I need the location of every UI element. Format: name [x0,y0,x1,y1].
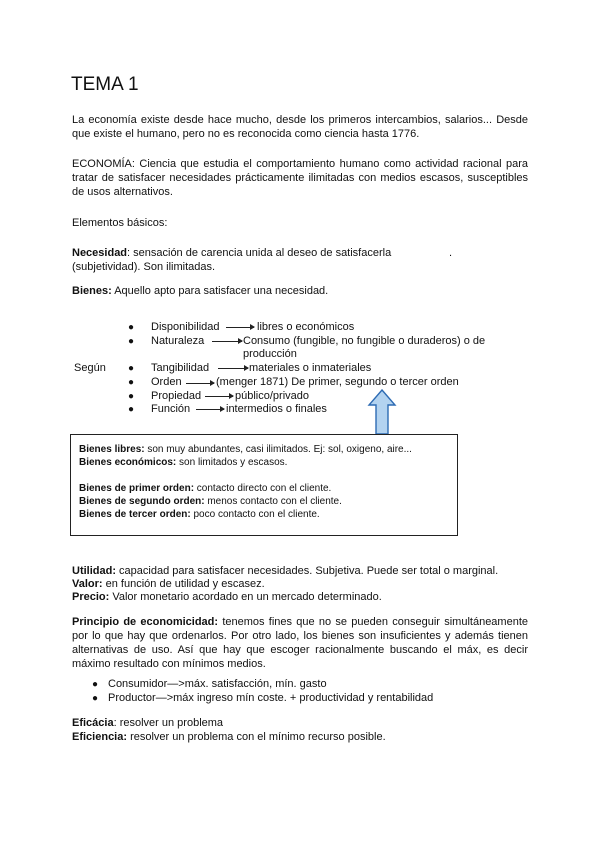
valor-text: en función de utilidad y escasez. [102,578,265,590]
precio-definition [72,590,528,604]
elementos-heading: Elementos básicos: [72,217,168,229]
segun-result-naturaleza: Consumo (fungible, no fungible o duraderos) o de [243,335,486,347]
eficiencia-text: resolver un problema con el mínimo recurso posible. [127,731,386,743]
necesidad-term: Necesidad [72,247,128,259]
segun-item-disponibilidad: Disponibilidad [151,321,220,333]
box-line-segundo-orden [79,495,342,508]
bullet-icon: ● [128,363,135,374]
precio-text: Valor monetario acordado en un mercado determinado. [109,591,382,603]
valor-term: Valor: [72,578,103,590]
bienes-text: Aquello apto para satisfacer una necesidad. [111,285,329,297]
box-text: menos contacto con el cliente. [204,496,342,507]
bienes-definition [72,284,528,298]
eficacia-term: Eficácia [72,717,114,729]
bullet-icon: ● [128,322,135,333]
eficacia-definition [72,716,528,730]
segun-item-naturaleza: Naturaleza [151,335,205,347]
bullet-icon: ● [128,377,135,388]
principio-definition [72,615,528,671]
up-arrow-icon [367,389,397,435]
bullet-icon: ● [128,404,135,415]
box-term: Bienes libres: [79,444,145,455]
box-text: contacto directo con el cliente. [194,483,332,494]
box-text: son muy abundantes, casi ilimitados. Ej: sol, oxigeno, aire... [144,444,412,455]
segun-result-tangibilidad: materiales o inmateriales [249,362,372,374]
segun-result-naturaleza-2: producción [243,348,297,360]
box-term: Bienes de tercer orden: [79,509,191,520]
segun-result-funcion: intermedios o finales [226,403,327,415]
segun-label: Según [74,362,106,374]
bullet-icon: ● [92,679,99,690]
box-line-libres [79,443,412,456]
box-line-economicos [79,456,287,469]
segun-item-orden: Orden [151,376,182,388]
box-term: Bienes de primer orden: [79,483,195,494]
economia-definition: ECONOMÍA: Ciencia que estudia el comportamiento humano como actividad racional para tratar de satisfacer necesidades prácticamente ilimitadas con medios escasos, susceptibles de usos alternativos. [72,158,528,198]
box-term: Bienes de segundo orden: [79,496,205,507]
box-text: son limitados y escasos. [176,457,288,468]
necesidad-text: : sensación de carencia unida al deseo de satisfacerla [127,247,392,259]
utilidad-term: Utilidad: [72,565,116,577]
arrow-right-icon [212,341,242,342]
necesidad-line2: (subjetividad). Son ilimitadas. [72,261,216,273]
bullet-productor: Productor—>máx ingreso mín coste. + productividad y rentabilidad [108,692,434,704]
bienes-term: Bienes: [72,285,112,297]
segun-result-orden: (menger 1871) De primer, segundo o tercer orden [216,376,459,388]
eficiencia-definition [72,730,528,744]
valor-definition [72,577,528,591]
segun-item-propiedad: Propiedad [151,390,202,402]
arrow-right-icon [205,396,233,397]
box-line-tercer-orden [79,508,320,521]
segun-result-disponibilidad: libres o económicos [257,321,355,333]
box-text: poco contacto con el cliente. [190,509,320,520]
eficiencia-term: Eficiencia: [72,731,128,743]
arrow-right-icon [218,368,248,369]
bullet-consumidor: Consumidor—>máx. satisfacción, mín. gasto [108,678,327,690]
necesidad-definition [72,246,528,274]
utilidad-text: capacidad para satisfacer necesidades. Subjetiva. Puede ser total o marginal. [116,565,499,577]
bullet-icon: ● [92,693,99,704]
segun-item-tangibilidad: Tangibilidad [151,362,210,374]
bullet-icon: ● [128,391,135,402]
segun-item-funcion: Función [151,403,191,415]
utilidad-definition [72,564,528,578]
necesidad-dot: . [449,247,453,259]
box-term: Bienes económicos: [79,457,177,468]
arrow-right-icon [186,383,214,384]
page-title: TEMA 1 [71,74,139,95]
arrow-right-icon [196,409,224,410]
arrow-right-icon [226,327,254,328]
bullet-icon: ● [128,336,135,347]
box-line-primer-orden [79,482,331,495]
principio-term: Principio de economicidad: [72,616,219,628]
principio-text: tenemos fines que no se pueden conseguir simultáneamente por lo que hay que ordenarlos. Por otro lado, los bienes son insuficientes y además tienen alternativas de uso. Así que hay que escoger racionalmente buscando el máx, es decir máximo resultado con mínimos medios. [72,616,528,670]
precio-term: Precio: [72,591,110,603]
eficacia-text: : resolver un problema [113,717,224,729]
intro-paragraph: La economía existe desde hace mucho, desde los primeros intercambios, salarios... Desde que existe el humano, pero no es reconocida como ciencia hasta 1776. [72,114,528,140]
segun-result-propiedad: público/privado [235,390,309,402]
bienes-types-box [70,434,458,536]
